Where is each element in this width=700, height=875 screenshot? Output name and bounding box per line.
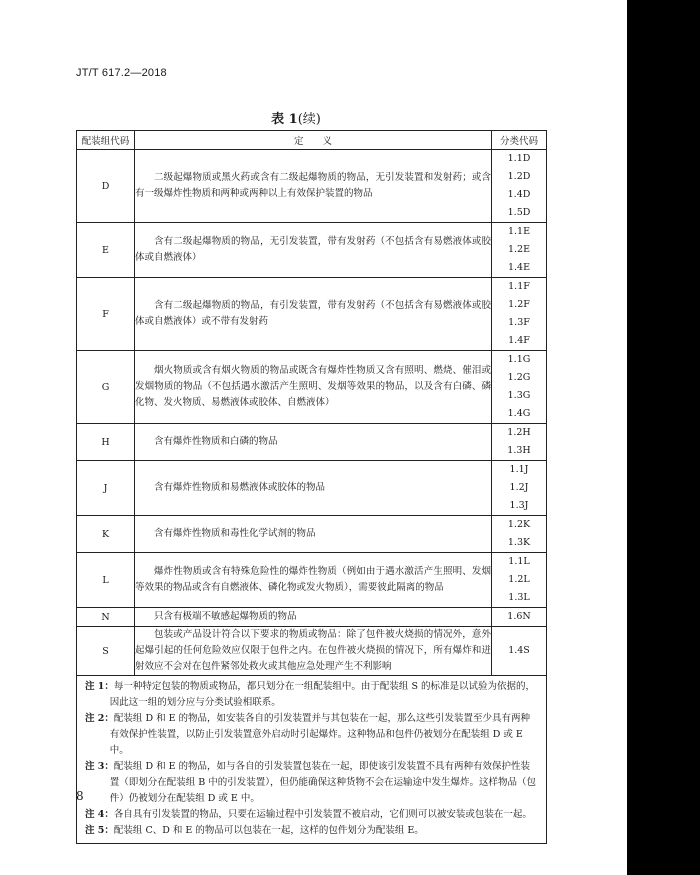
column-header-group-code: 配装组代码 [77,131,135,150]
class-code: 1.2K [507,519,531,530]
class-code: 1.4E [507,262,531,273]
class-code: 1.4G [507,408,531,419]
note-item [85,679,538,711]
class-code: 1.2H [507,427,531,438]
class-code: 1.3G [507,390,531,401]
group-code-cell: E [77,223,135,278]
class-code: 1.1J [509,464,529,475]
note-item [85,807,538,823]
definition-cell: 包装或产品设计符合以下要求的物质或物品：除了包件被火烧损的情况外，意外起爆引起的任何危险效应仅限于包件之内。在包件被火烧损的情况下，所有爆炸和迸射效应不会对在包件紧邻处救火或其他应急处理产生不利影响 [135,627,492,676]
group-code-cell: D [77,150,135,223]
class-code-cell [492,351,547,424]
definition-cell: 二级起爆物质或黑火药或含有二级起爆物质的物品，无引发装置和发射药；或含有一级爆炸性物质和两种或两种以上有效保护装置的物品 [135,150,492,223]
class-code: 1.5D [507,207,531,218]
class-code-cell [492,461,547,516]
class-code: 1.3K [507,537,531,548]
class-code: 1.1D [507,153,531,164]
standard-code: JT/T 617.2—2018 [76,67,167,79]
column-header-definition: 定 义 [135,131,492,150]
group-code-cell: J [77,461,135,516]
class-code-cell [492,223,547,278]
class-code: 1.2L [508,574,530,585]
group-code-cell: S [77,627,135,676]
class-code: 1.3H [507,445,531,456]
note-label: 注 5： [85,825,114,836]
class-code: 1.4S [508,645,530,656]
table-notes [76,676,547,844]
note-label: 注 2： [85,713,114,724]
definition-cell: 含有爆炸性物质和毒性化学试剂的物品 [135,516,492,553]
table-row [77,351,547,424]
group-code-cell: N [77,608,135,627]
class-code: 1.3F [508,317,530,328]
class-code: 1.2G [507,372,531,383]
definition-cell: 含有爆炸性物质和易燃液体或胶体的物品 [135,461,492,516]
definition-cell: 爆炸性物质或含有特殊危险性的爆炸性物质（例如由于遇水激活产生照明、发烟等效果的物品或含有自燃液体、磷化物或发火物质），需要彼此隔离的物品 [135,553,492,608]
note-label: 注 3： [85,761,114,772]
class-code: 1.3J [509,500,529,511]
group-code-cell: H [77,424,135,461]
class-code-cell [492,627,547,676]
page-number: 8 [76,789,84,803]
assembly-group-table [76,130,547,676]
class-code: 1.6N [507,611,531,622]
class-code-cell [492,150,547,223]
class-code: 1.2E [507,244,531,255]
column-header-class-code: 分类代码 [492,131,547,150]
definition-cell: 含有爆炸性物质和白磷的物品 [135,424,492,461]
group-code-cell: L [77,553,135,608]
note-text: 各自具有引发装置的物品，只要在运输过程中引发装置不被启动，它们则可以被安装或包装在一起。 [113,809,532,820]
class-code: 1.2D [507,171,531,182]
table-row [77,553,547,608]
note-label: 注 1： [85,681,114,692]
table-row [77,516,547,553]
group-code-cell: G [77,351,135,424]
table-title-suffix: (续) [297,112,321,127]
table-row [77,150,547,223]
table-title-label: 表 1 [271,112,298,127]
class-code: 1.2J [509,482,529,493]
class-code: 1.2F [508,299,530,310]
table-row [77,278,547,351]
note-text: 配装组 D 和 E 的物品，如安装各自的引发装置并与其包装在一起，那么这些引发装置至少具有两种有效保护性装置，以防止引发装置意外启动时引起爆炸。这种物品和包件仍被划分在配装组 D 或 E 中。 [109,713,531,756]
class-code: 1.1L [508,556,530,567]
class-code: 1.1E [507,226,531,237]
page-edge-bar [627,0,700,875]
class-code: 1.1G [507,354,531,365]
class-code: 1.1F [508,281,530,292]
table-header-row [77,131,547,150]
table-row [77,223,547,278]
note-text: 配装组 C、D 和 E 的物品可以包装在一起，这样的包件划分为配装组 E。 [113,825,424,836]
group-code-cell: F [77,278,135,351]
note-item [85,759,538,807]
class-code: 1.3L [508,592,530,603]
note-label: 注 4： [85,809,114,820]
class-code-cell [492,278,547,351]
note-text: 配装组 D 和 E 的物品，如与各自的引发装置包装在一起，即使该引发装置不具有两种有效保护性装置（即划分在配装组 B 中的引发装置），但仍能确保这种货物不会在运输途中发生爆炸。这样物品（包件）仍被划分在配装组 D 或 E 中。 [109,761,536,804]
table-row [77,608,547,627]
table-title [76,108,516,127]
table-row [77,424,547,461]
class-code: 1.4D [507,189,531,200]
class-code-cell [492,516,547,553]
note-text: 每一种特定包装的物质或物品，都只划分在一组配装组中。由于配装组 S 的标准是以试验为依据的，因此这一组的划分应与分类试验相联系。 [109,681,535,708]
class-code: 1.4F [508,335,530,346]
class-code-cell [492,553,547,608]
class-code-cell [492,424,547,461]
group-code-cell: K [77,516,135,553]
table-row [77,627,547,676]
note-item [85,823,538,839]
definition-cell: 烟火物质或含有烟火物质的物品或既含有爆炸性物质又含有照明、燃烧、催泪或发烟物质的物品（不包括遇水激活产生照明、发烟等效果的物品，以及含有白磷、磷化物、发火物质、易燃液体或胶体、自燃液体） [135,351,492,424]
definition-cell: 含有二级起爆物质的物品，无引发装置，带有发射药（不包括含有易燃液体或胶体或自燃液体） [135,223,492,278]
note-item [85,711,538,759]
table-row [77,461,547,516]
definition-cell: 含有二级起爆物质的物品，有引发装置，带有发射药（不包括含有易燃液体或胶体或自燃液体）或不带有发射药 [135,278,492,351]
class-code-cell [492,608,547,627]
definition-cell: 只含有极端不敏感起爆物质的物品 [135,608,492,627]
